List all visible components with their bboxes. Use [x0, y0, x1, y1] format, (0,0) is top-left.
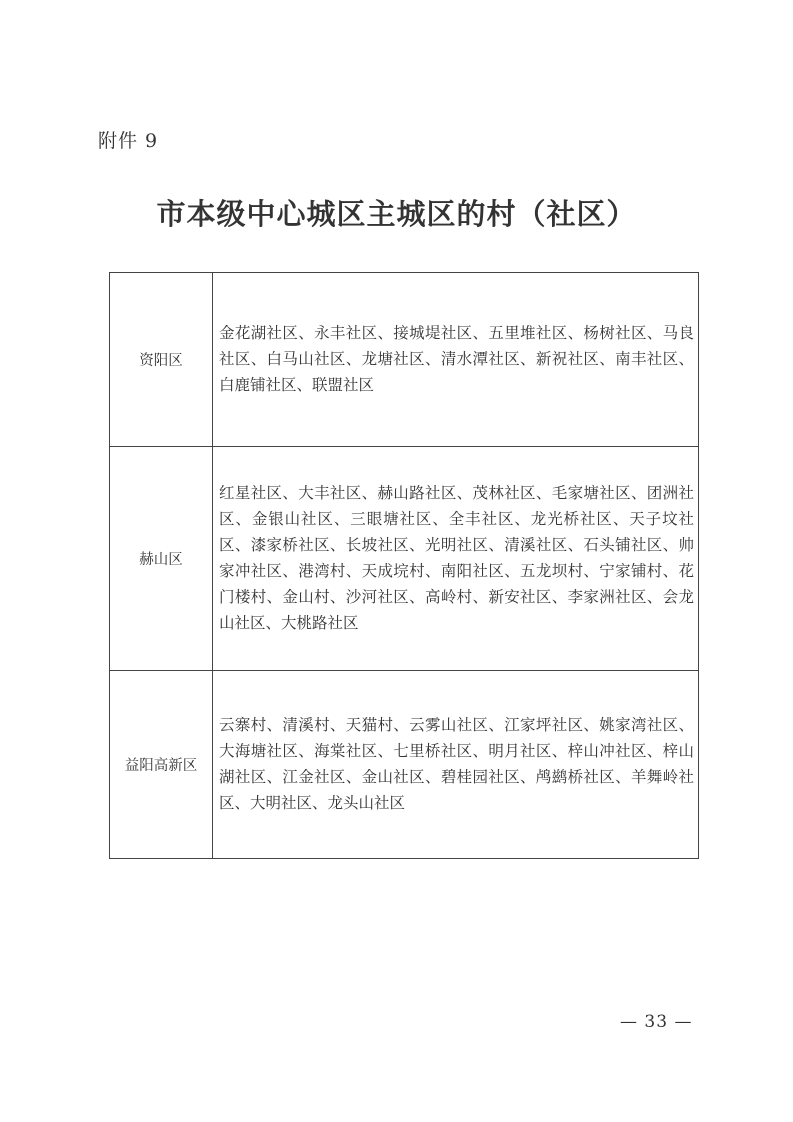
table-row: [110, 273, 699, 447]
district-community-table: [109, 272, 699, 859]
community-list: 红星社区、大丰社区、赫山路社区、茂林社区、毛家塘社区、团洲社区、金银山社区、三眼塘社区、全丰社区、龙光桥社区、天子坟社区、漆家桥社区、长坡社区、光明社区、清溪社区、石头铺社区、帅家冲社区、港湾村、天成垸村、南阳社区、五龙坝村、宁家铺村、花门楼村、金山村、沙河社区、高岭村、新安社区、李家洲社区、会龙山社区、大桃路社区: [213, 447, 699, 671]
table-row: [110, 671, 699, 859]
community-list: 金花湖社区、永丰社区、接城堤社区、五里堆社区、杨树社区、马良社区、白马山社区、龙塘社区、清水潭社区、新祝社区、南丰社区、白鹿铺社区、联盟社区: [213, 273, 699, 447]
community-list: 云寨村、清溪村、天猫村、云雾山社区、江家坪社区、姚家湾社区、大海塘社区、海棠社区、七里桥社区、明月社区、梓山冲社区、梓山湖社区、江金社区、金山社区、碧桂园社区、鸬鹚桥社区、羊舞岭社区、大明社区、龙头山社区: [213, 671, 699, 859]
page-number: — 33 —: [620, 1012, 693, 1032]
attachment-label: 附件 9: [98, 130, 159, 152]
district-name: 资阳区: [110, 273, 213, 447]
district-name: 赫山区: [110, 447, 213, 671]
document-title: 市本级中心城区主城区的村（社区）: [156, 197, 637, 231]
district-name: 益阳高新区: [110, 671, 213, 859]
table-row: [110, 447, 699, 671]
